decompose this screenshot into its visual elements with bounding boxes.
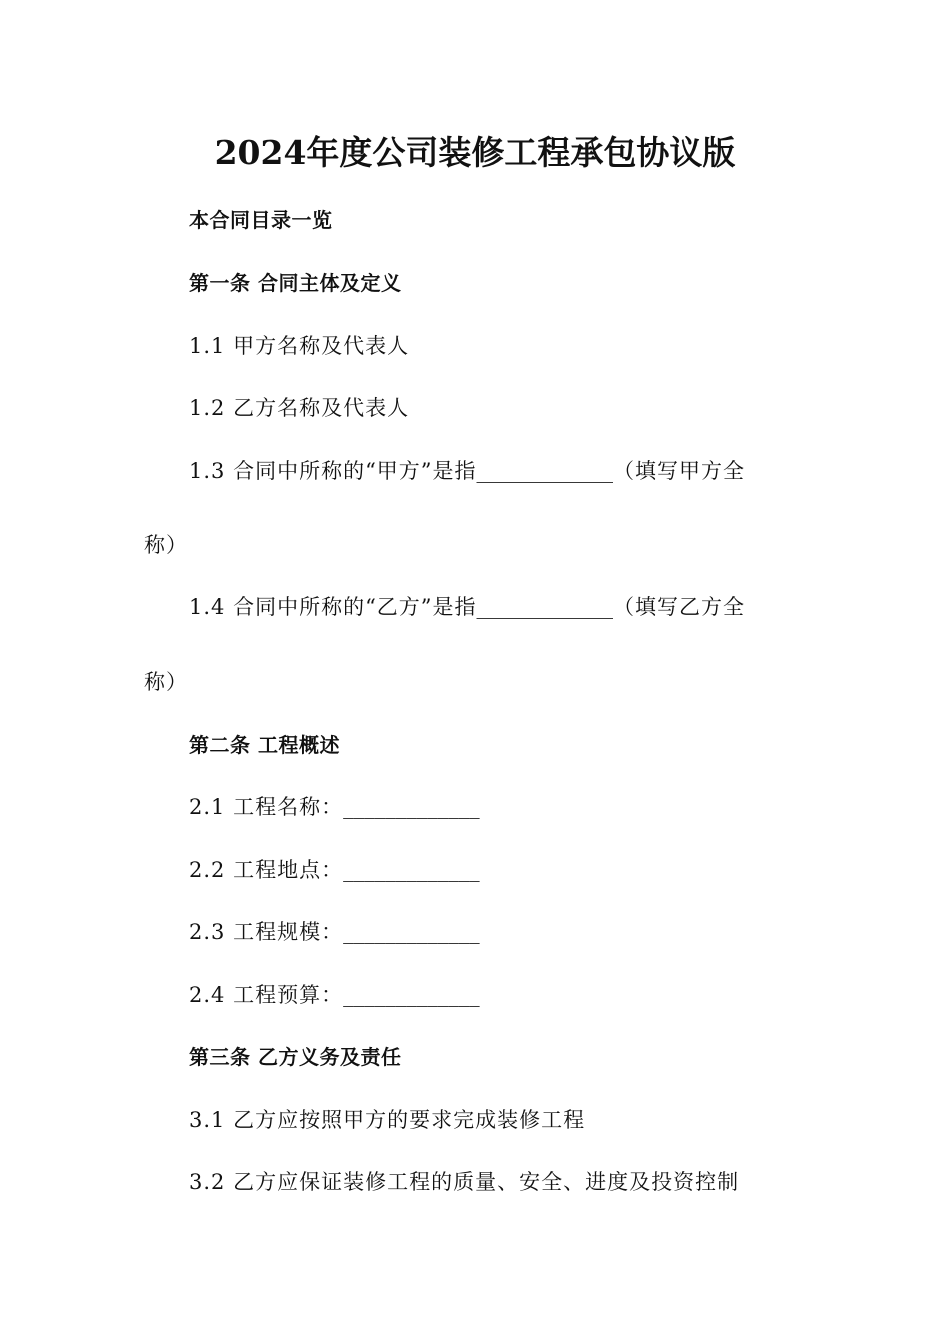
fill-blank: _____________ bbox=[343, 920, 480, 944]
article2-item3 bbox=[189, 917, 480, 947]
article2-item1-label: 2.1 工程名称： bbox=[189, 795, 344, 819]
article2-item4-label: 2.4 工程预算： bbox=[189, 983, 344, 1007]
article1-item4 bbox=[189, 592, 745, 622]
article2-item1 bbox=[189, 792, 480, 822]
article1-item3-note: （填写甲方全 bbox=[613, 459, 746, 483]
article3-item1: 3.1 乙方应按照甲方的要求完成装修工程 bbox=[189, 1108, 586, 1132]
document-title: 2024年度公司装修工程承包协议版 bbox=[214, 133, 736, 172]
article2-item3-label: 2.3 工程规模： bbox=[189, 920, 344, 944]
article1-item4-continuation: 称） bbox=[144, 670, 188, 694]
article1-item4-note: （填写乙方全 bbox=[613, 595, 746, 619]
fill-blank: _____________ bbox=[343, 858, 480, 882]
article1-item2: 1.2 乙方名称及代表人 bbox=[189, 396, 410, 420]
article2-item4 bbox=[189, 980, 480, 1010]
article1-heading: 第一条 合同主体及定义 bbox=[189, 271, 402, 295]
fill-blank: _____________ bbox=[343, 983, 480, 1007]
article1-item1: 1.1 甲方名称及代表人 bbox=[189, 334, 410, 358]
article2-heading: 第二条 工程概述 bbox=[189, 733, 340, 757]
article1-item4-text: 1.4 合同中所称的“乙方”是指 bbox=[189, 595, 477, 619]
article3-heading: 第三条 乙方义务及责任 bbox=[189, 1045, 402, 1069]
article3-item2: 3.2 乙方应保证装修工程的质量、安全、进度及投资控制 bbox=[189, 1170, 740, 1194]
article1-item3 bbox=[189, 456, 745, 486]
fill-blank: _____________ bbox=[476, 595, 614, 619]
article1-item3-continuation: 称） bbox=[144, 533, 188, 557]
fill-blank: _____________ bbox=[476, 459, 614, 483]
article2-item2-label: 2.2 工程地点： bbox=[189, 858, 344, 882]
toc-heading: 本合同目录一览 bbox=[189, 208, 333, 232]
article1-item3-text: 1.3 合同中所称的“甲方”是指 bbox=[189, 459, 477, 483]
fill-blank: _____________ bbox=[343, 795, 480, 819]
article2-item2 bbox=[189, 855, 480, 885]
